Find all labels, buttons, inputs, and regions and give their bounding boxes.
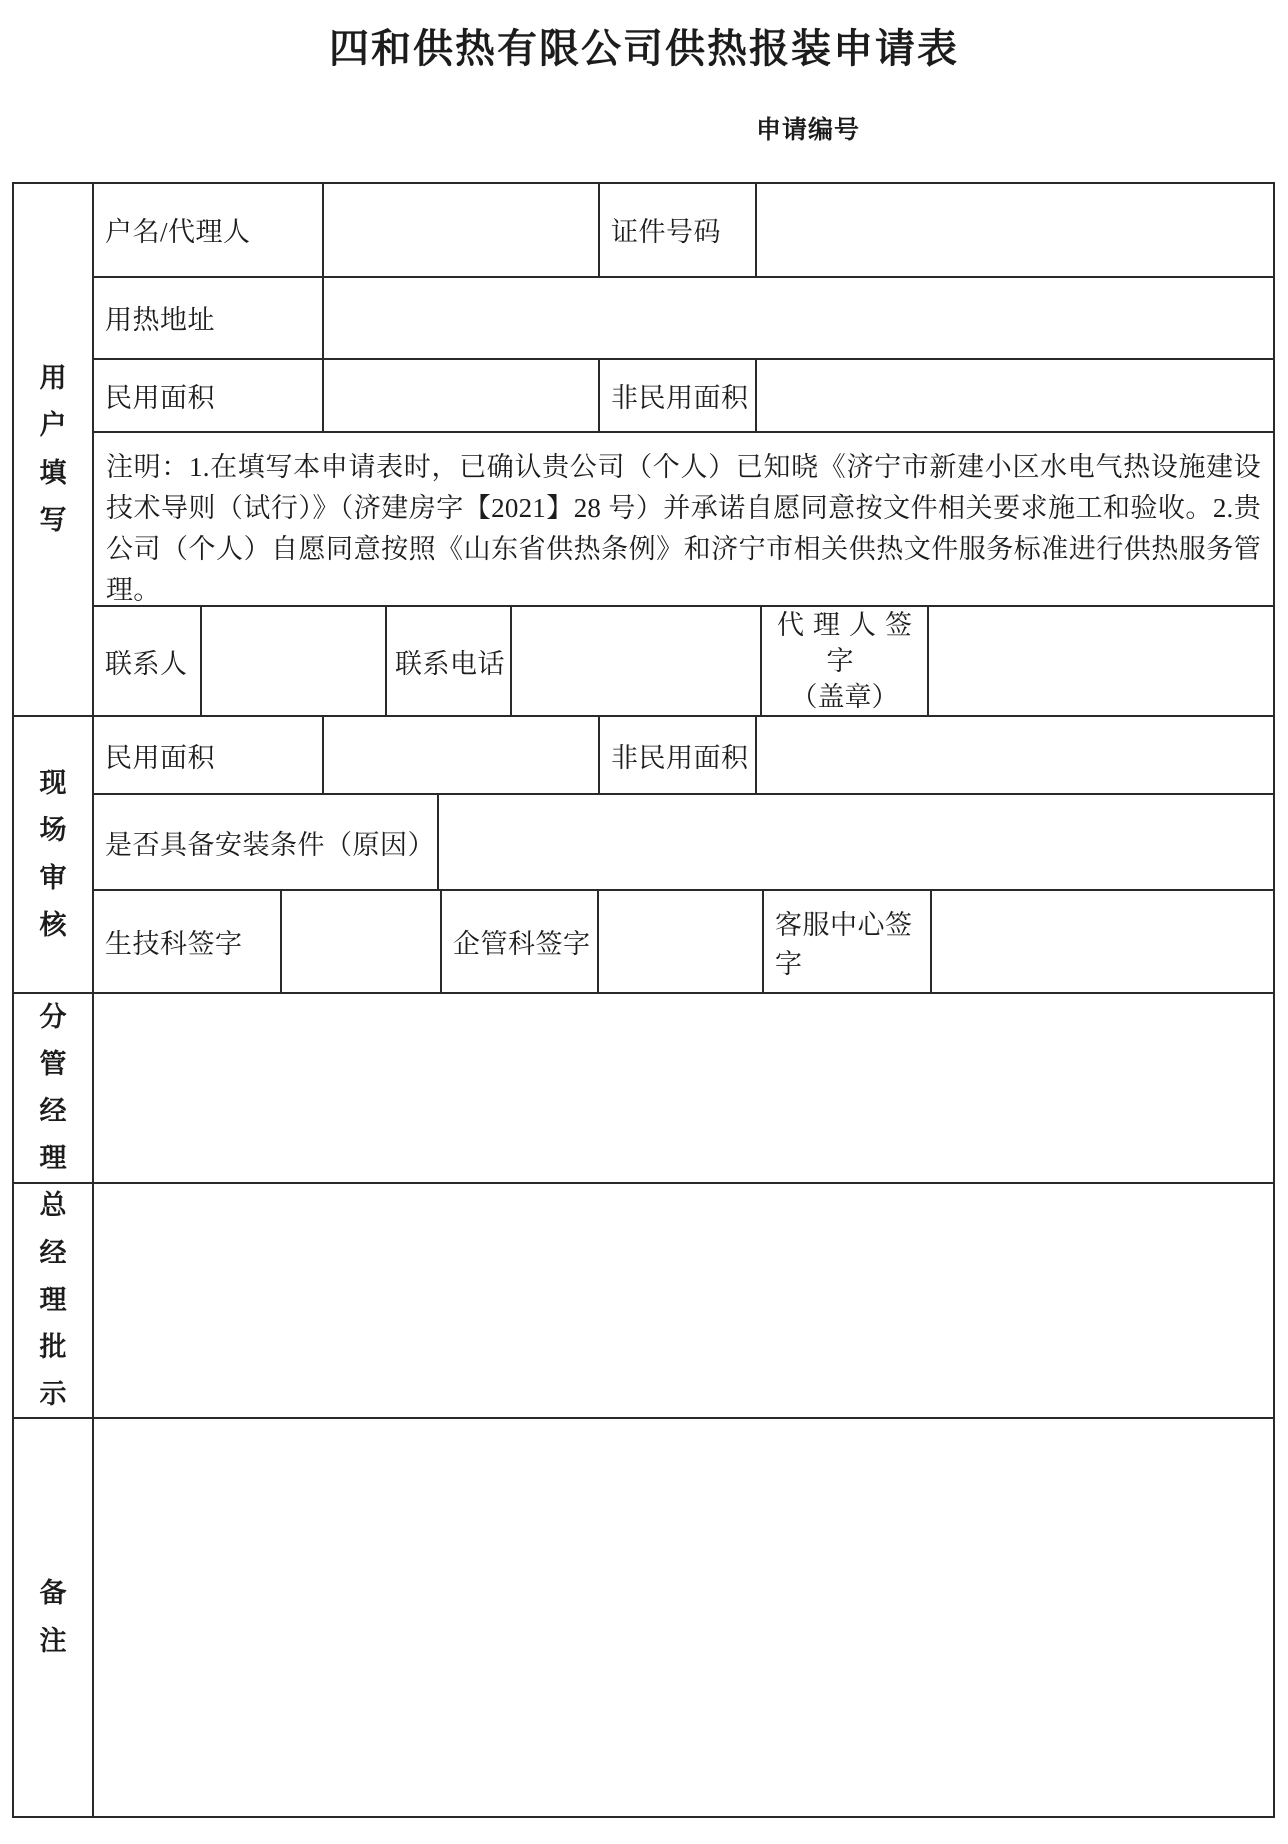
section-manager-stub-label: 分管经理 [39,1001,67,1174]
section-site-review-stub-label: 现场审核 [39,768,67,940]
contact-phone-value-cell[interactable] [512,607,762,715]
section-remarks-stub-label: 备注 [39,1578,67,1656]
service-center-sign-label: 客服中心签字 [764,891,932,992]
row-account-id [94,184,1273,278]
section-manager [14,994,1273,1184]
section-site-review [14,717,1273,994]
agent-signature-label-line1: 代理人签字 [777,610,921,676]
agent-signature-label [762,607,929,715]
form-title: 四和供热有限公司供热报装申请表 [329,26,959,71]
application-form-table [12,182,1275,1818]
user-non-civil-area-value-cell[interactable] [757,360,1273,431]
section-general-manager-stub-label: 总经理批示 [39,1190,67,1410]
row-user-areas [94,360,1273,433]
row-install-condition [94,795,1273,891]
general-manager-comment-cell[interactable] [94,1184,1273,1417]
section-user-fill-stub-label: 用户填写 [39,363,67,535]
application-number-row [0,110,1288,144]
install-condition-label: 是否具备安装条件（原因） [94,795,439,889]
review-civil-area-value-cell[interactable] [324,717,600,793]
heating-address-value-cell[interactable] [324,278,1273,358]
section-remarks-stub [14,1419,94,1816]
mgmt-dept-sign-value-cell[interactable] [599,891,764,992]
application-number-label: 申请编号 [755,117,860,144]
user-civil-area-value-cell[interactable] [324,360,600,431]
review-non-civil-area-value-cell[interactable] [757,717,1273,793]
remarks-value-cell[interactable] [94,1419,1273,1816]
install-condition-value-cell[interactable] [439,795,1273,889]
contact-label: 联系人 [94,607,202,715]
row-heating-address [94,278,1273,360]
note-text: 注明：1.在填写本申请表时，已确认贵公司（个人）已知晓《济宁市新建小区水电气热设施建设技术导则（试行）》（济建房字【2021】28 号）并承诺自愿同意按文件相关要求施工和验收。2.贵公司（个人）自愿同意按照《山东省供热条例》和济宁市相关供热文件服务标准进行供热服务管理。 [106,452,1261,605]
service-center-sign-value-cell[interactable] [932,891,1273,992]
review-civil-area-label: 民用面积 [94,717,324,793]
mgmt-dept-sign-label: 企管科签字 [442,891,599,992]
section-general-manager [14,1184,1273,1419]
section-site-review-stub [14,717,94,992]
account-name-label: 户名/代理人 [94,184,324,276]
row-note [94,433,1273,607]
section-user-fill [14,184,1273,717]
review-non-civil-area-label: 非民用面积 [600,717,757,793]
row-contact [94,607,1273,715]
section-general-manager-stub [14,1184,94,1417]
tech-dept-sign-value-cell[interactable] [282,891,442,992]
manager-comment-cell[interactable] [94,994,1273,1182]
agent-signature-value-cell[interactable] [929,607,1273,715]
contact-value-cell[interactable] [202,607,387,715]
section-manager-stub [14,994,94,1182]
user-civil-area-label: 民用面积 [94,360,324,431]
section-user-fill-stub [14,184,94,715]
id-number-value-cell[interactable] [757,184,1273,276]
agent-signature-label-line2: （盖章） [790,682,899,712]
user-non-civil-area-label: 非民用面积 [600,360,757,431]
id-number-label: 证件号码 [600,184,757,276]
account-name-value-cell[interactable] [324,184,600,276]
contact-phone-label: 联系电话 [387,607,512,715]
row-dept-signatures [94,891,1273,992]
tech-dept-sign-label: 生技科签字 [94,891,282,992]
section-remarks [14,1419,1273,1816]
heating-address-label: 用热地址 [94,278,324,358]
row-review-areas [94,717,1273,795]
